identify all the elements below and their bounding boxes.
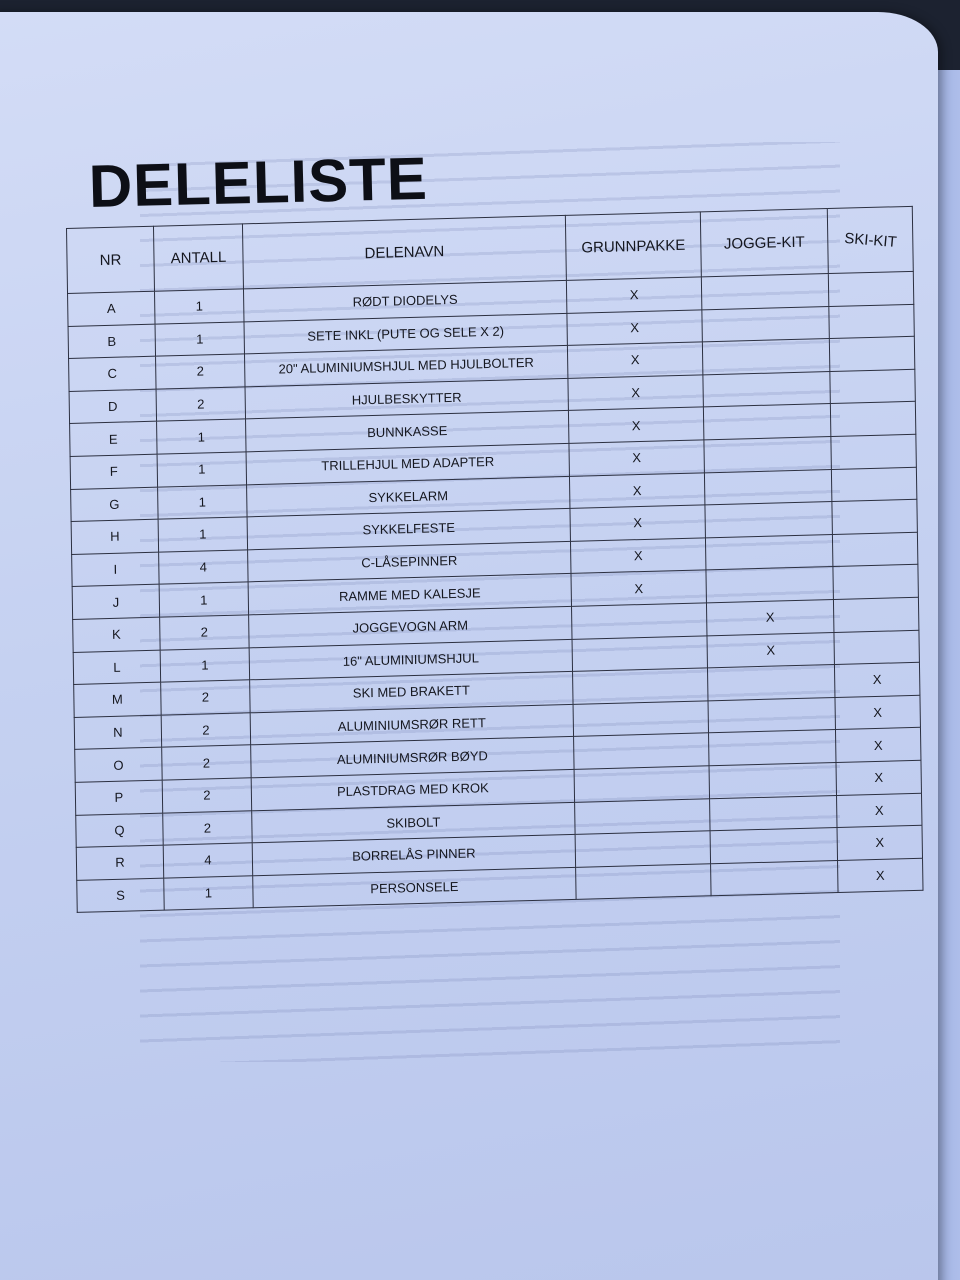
cell-nr: M	[74, 682, 161, 717]
cell-grunnpakke: X	[566, 277, 701, 313]
cell-grunnpakke: X	[568, 375, 703, 411]
cell-antall: 1	[158, 484, 247, 519]
column-header-delenavn: DELENAVN	[242, 215, 566, 288]
column-header-jogge-kit: JOGGE-KIT	[700, 209, 828, 277]
cell-delenavn: BORRELÅS PINNER	[252, 834, 575, 875]
cell-grunnpakke	[574, 766, 709, 802]
parts-table-body	[68, 271, 923, 912]
cell-grunnpakke: X	[570, 538, 705, 574]
cell-jogge-kit	[709, 730, 836, 766]
cell-antall: 1	[157, 419, 246, 454]
cell-grunnpakke: X	[571, 570, 706, 606]
cell-ski-kit	[830, 402, 915, 437]
cell-antall: 2	[160, 615, 249, 650]
cell-nr: G	[71, 487, 158, 522]
cell-ski-kit	[830, 369, 915, 404]
cell-delenavn: RØDT DIODELYS	[243, 280, 566, 321]
cell-nr: J	[72, 585, 159, 620]
cell-ski-kit	[828, 271, 913, 306]
cell-grunnpakke: X	[567, 342, 702, 378]
cell-nr: H	[71, 519, 158, 554]
cell-delenavn: ALUMINIUMSRØR BØYD	[251, 737, 574, 778]
cell-jogge-kit	[705, 534, 832, 570]
cell-antall: 2	[161, 713, 250, 748]
cell-delenavn: SKIBOLT	[252, 802, 575, 843]
cell-delenavn: 20" ALUMINIUMSHJUL MED HJULBOLTER	[245, 346, 568, 387]
cell-nr: Q	[76, 813, 163, 848]
cell-jogge-kit	[705, 502, 832, 538]
cell-antall: 1	[159, 582, 248, 617]
cell-delenavn: JOGGEVOGN ARM	[249, 606, 572, 647]
cell-ski-kit	[832, 499, 917, 534]
cell-antall: 1	[158, 517, 247, 552]
cell-grunnpakke: X	[569, 440, 704, 476]
cell-grunnpakke: X	[567, 309, 702, 345]
cell-antall: 2	[162, 778, 251, 813]
cell-delenavn: HJULBESKYTTER	[245, 378, 568, 419]
cell-ski-kit: X	[837, 793, 922, 828]
cell-grunnpakke	[576, 863, 711, 899]
cell-ski-kit	[832, 532, 917, 567]
cell-ski-kit	[829, 304, 914, 339]
cell-ski-kit: X	[835, 695, 920, 730]
cell-delenavn: SETE INKL (PUTE OG SELE X 2)	[244, 313, 567, 354]
column-header-antall: ANTALL	[153, 224, 243, 291]
cell-grunnpakke	[573, 701, 708, 737]
cell-delenavn: BUNNKASSE	[246, 411, 569, 452]
cell-jogge-kit	[709, 762, 836, 798]
cell-ski-kit	[829, 337, 914, 372]
cell-grunnpakke	[572, 603, 707, 639]
cell-ski-kit: X	[837, 825, 922, 860]
column-header-nr: NR	[67, 226, 155, 293]
cell-nr: O	[75, 747, 162, 782]
cell-grunnpakke: X	[570, 505, 705, 541]
cell-nr: F	[70, 454, 157, 489]
cell-antall: 1	[155, 289, 244, 324]
cell-jogge-kit	[702, 306, 829, 342]
cell-jogge-kit	[710, 828, 837, 864]
cell-jogge-kit	[703, 404, 830, 440]
parts-table	[66, 206, 924, 913]
column-header-grunnpakke: GRUNNPAKKE	[565, 212, 701, 281]
cell-nr: I	[72, 552, 159, 587]
cell-grunnpakke	[573, 668, 708, 704]
cell-antall: 1	[164, 875, 253, 910]
cell-ski-kit	[831, 434, 916, 469]
cell-antall: 2	[156, 387, 245, 422]
cell-nr: P	[75, 780, 162, 815]
cell-grunnpakke	[575, 798, 710, 834]
cell-delenavn: C-LÅSEPINNER	[248, 541, 571, 582]
cell-ski-kit	[831, 467, 916, 502]
cell-delenavn: 16" ALUMINIUMSHJUL	[249, 639, 572, 680]
cell-antall: 4	[159, 550, 248, 585]
cell-antall: 4	[163, 843, 252, 878]
cell-delenavn: PERSONSELE	[253, 867, 576, 908]
cell-delenavn: SYKKELARM	[247, 476, 570, 517]
cell-grunnpakke	[574, 733, 709, 769]
cell-grunnpakke: X	[568, 407, 703, 443]
parts-table-container	[66, 206, 924, 913]
cell-nr: S	[77, 878, 164, 913]
cell-jogge-kit	[703, 371, 830, 407]
cell-antall: 1	[155, 321, 244, 356]
cell-jogge-kit	[702, 339, 829, 375]
cell-nr: L	[73, 650, 160, 685]
cell-antall: 2	[162, 745, 251, 780]
cell-ski-kit	[834, 630, 919, 665]
cell-jogge-kit	[704, 437, 831, 473]
cell-jogge-kit	[701, 274, 828, 310]
cell-ski-kit: X	[835, 728, 920, 763]
cell-delenavn: ALUMINIUMSRØR RETT	[250, 704, 573, 745]
cell-antall: 2	[156, 354, 245, 389]
cell-delenavn: PLASTDRAG MED KROK	[251, 769, 574, 810]
cell-jogge-kit	[710, 795, 837, 831]
cell-ski-kit: X	[838, 858, 923, 893]
cell-ski-kit	[833, 565, 918, 600]
cell-grunnpakke	[572, 635, 707, 671]
cell-jogge-kit	[711, 860, 838, 896]
cell-delenavn: RAMME MED KALESJE	[248, 574, 571, 615]
cell-delenavn: SKI MED BRAKETT	[250, 671, 573, 712]
cell-nr: E	[70, 422, 157, 457]
cell-ski-kit: X	[836, 760, 921, 795]
cell-antall: 2	[163, 810, 252, 845]
cell-antall: 2	[161, 680, 250, 715]
cell-delenavn: SYKKELFESTE	[247, 509, 570, 550]
cell-delenavn: TRILLEHJUL MED ADAPTER	[246, 443, 569, 484]
cell-nr: A	[68, 291, 155, 326]
document-title: DELELISTE	[88, 144, 429, 220]
cell-jogge-kit	[707, 665, 834, 701]
cell-grunnpakke	[575, 831, 710, 867]
cell-nr: D	[69, 389, 156, 424]
cell-nr: C	[69, 356, 156, 391]
cell-jogge-kit: X	[706, 599, 833, 635]
column-header-ski-kit-label: SKI-KIT	[843, 229, 898, 251]
cell-nr: N	[74, 715, 161, 750]
cell-grunnpakke: X	[569, 472, 704, 508]
cell-antall: 1	[160, 647, 249, 682]
cell-ski-kit	[833, 597, 918, 632]
cell-jogge-kit: X	[707, 632, 834, 668]
cell-jogge-kit	[706, 567, 833, 603]
cell-ski-kit: X	[834, 662, 919, 697]
cell-nr: B	[68, 324, 155, 359]
cell-jogge-kit	[708, 697, 835, 733]
cell-nr: R	[76, 845, 163, 880]
column-header-ski-kit	[827, 206, 913, 273]
cell-antall: 1	[157, 452, 246, 487]
cell-nr: K	[73, 617, 160, 652]
cell-jogge-kit	[704, 469, 831, 505]
